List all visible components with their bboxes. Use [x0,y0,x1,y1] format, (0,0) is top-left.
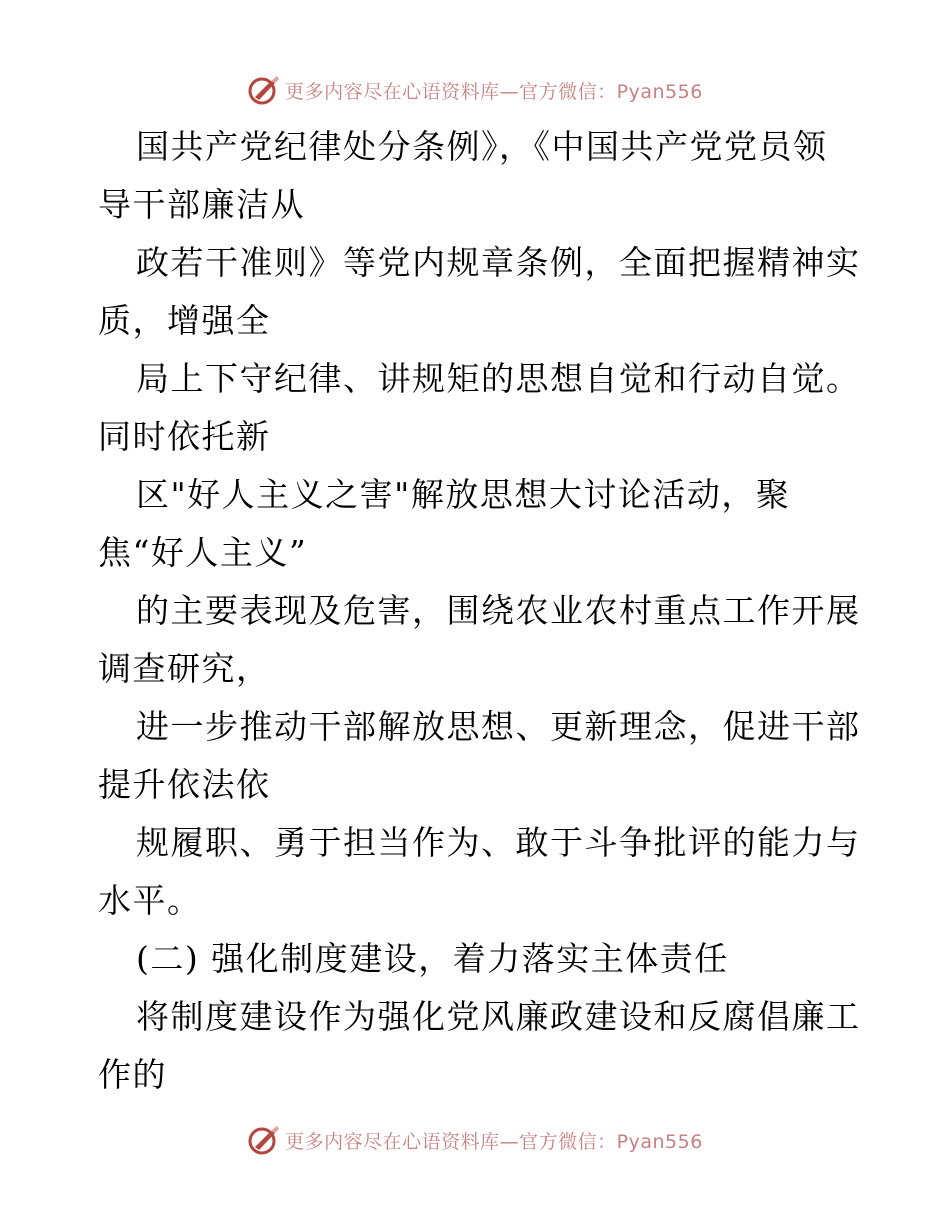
pen-logo-icon [247,1123,281,1157]
footer-watermark-banner [0,1120,950,1160]
header-watermark-banner [0,70,950,110]
body-line: 规履职、勇于担当作为、敢于斗争批评的能力与 [136,823,861,862]
body-line: 调查研究， [98,649,271,688]
body-line: 局上下守纪律、讲规矩的思想自觉和行动自觉。 [136,359,861,398]
body-line: 区"好人主义之害"解放思想大讨论活动，聚 [136,475,791,514]
body-line: 焦“好人主义” [98,533,308,572]
footer-watermark-text: 更多内容尽在心语资料库—官方微信：Pyan556 [285,1130,703,1153]
body-line: 的主要表现及危害，围绕农业农村重点工作开展 [136,591,861,630]
body-line: 提升依法依 [98,765,271,804]
body-line: 质，增强全 [98,301,271,340]
body-line: 国共产党纪律处分条例》，《中国共产党党员领 [136,127,828,166]
section-heading: (二) 强化制度建设，着力落实主体责任 [136,939,729,978]
body-line: 导干部廉洁从 [98,185,305,224]
body-line: 进一步推动干部解放思想、更新理念，促进干部 [136,707,861,746]
body-line: 作的 [98,1055,167,1094]
document-body [98,118,868,1104]
body-line: 将制度建设作为强化党风廉政建设和反腐倡廉工 [136,997,861,1036]
body-line: 同时依托新 [98,417,271,456]
header-watermark-text: 更多内容尽在心语资料库—官方微信：Pyan556 [285,80,703,103]
pen-logo-icon [247,73,281,107]
body-line: 政若干准则》等党内规章条例，全面把握精神实 [136,243,861,282]
body-line: 水平。 [98,881,202,920]
